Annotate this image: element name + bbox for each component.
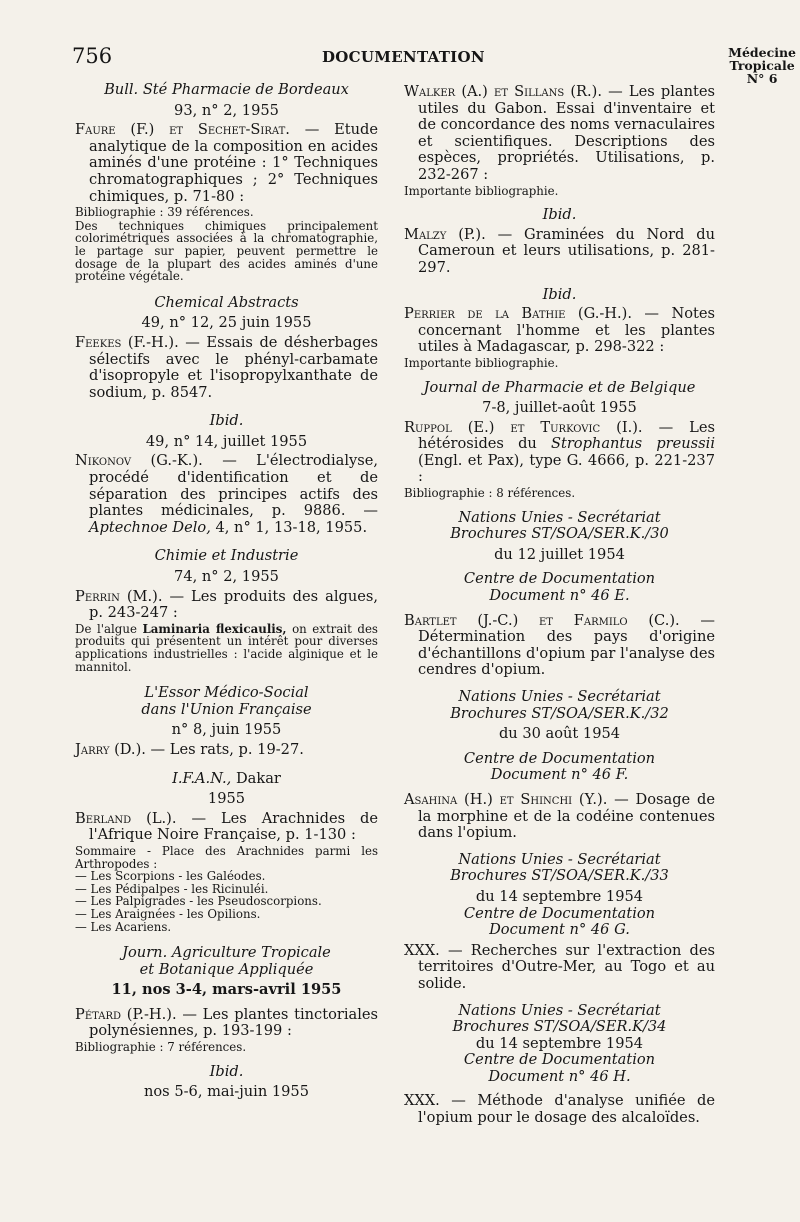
entry-note: Des techniques chimiques principalement colorimétriques associées à la chromatographie, le partage sur papier, peuvent permettre le dosage de la plupart des acides aminés d'une protéine végétale. (75, 218, 378, 284)
source-title: Centre de Documentation (463, 1051, 656, 1069)
bibliography-entry (404, 420, 715, 486)
issue-line: nos 5-6, mai-juin 1955 (144, 1083, 309, 1101)
issue-line: n° 8, juin 1955 (171, 721, 282, 739)
note-text: De l'algue (75, 621, 143, 636)
left-column (75, 76, 378, 1104)
entry-note (75, 623, 378, 673)
entry-text: 4, n° 1, 13-18, 1955. (210, 518, 368, 536)
right-column (404, 76, 715, 1127)
contents-list (75, 870, 378, 933)
list-item: — Les Acariens. (75, 919, 172, 934)
bibliography-entry (404, 792, 715, 842)
issue-line: 7-8, juillet-août 1955 (482, 399, 637, 417)
entry-text: — Les hétérosides du (418, 418, 715, 453)
issue-line: du 14 septembre 1954 (475, 1034, 644, 1052)
source-title: Document n° 46 H. (488, 1067, 631, 1085)
journal-tag (728, 46, 796, 85)
entry-authors: XXX. (404, 1092, 440, 1110)
entry-note: Bibliographie : 8 références. (404, 486, 576, 501)
entry-note: Bibliographie : 7 références. (75, 1040, 247, 1055)
entry-authors: Perrier de la Bathie (G.-H.). (404, 305, 632, 323)
source-title: et Botanique Appliquée (139, 960, 314, 978)
issue-line: 93, n° 2, 1955 (174, 101, 279, 119)
source-title: Nations Unies - Secrétariat (458, 850, 661, 868)
entry-text: (Engl. et Pax), type G. 4666, p. 221-237 : (418, 451, 715, 486)
issue-line: 1955 (207, 790, 246, 808)
source-title: dans l'Union Française (141, 700, 312, 718)
entry-authors: Perrin (M.). (75, 587, 163, 605)
entry-note: Bibliographie : 39 références. (75, 205, 254, 220)
source-place: Dakar (231, 769, 281, 787)
bibliography-entry (404, 84, 715, 184)
entry-text: — Essais de désherbages sélectifs avec le phényl-carbamate d'isopropyle et l'isopropylxanthate de sodium, p. 8547. (89, 333, 378, 401)
entry-text: — L'électrodialyse, procédé d'identification et de séparation des principes actifs des plantes médicinales, p. 9886. — (89, 452, 379, 520)
issue-line: du 14 septembre 1954 (475, 887, 644, 905)
entry-text: — Recherches sur l'extraction des territoires d'Outre-Mer, au Togo et au solide. (418, 941, 715, 992)
bibliography-entry (404, 1093, 715, 1126)
bibliography-entry (75, 122, 378, 205)
note-species: Laminaria flexicaulis, (142, 621, 287, 636)
note-text: on extrait des produits qui présentent un intérêt pour diverses applications industrielles : l'acide alginique et le mannitol. (75, 621, 378, 674)
issue-line: du 12 juillet 1954 (494, 545, 625, 563)
journal-tag-line: N° 6 (746, 71, 778, 86)
entry-authors: Bartlet (J.-C.) et Farmilo (C.). (404, 611, 680, 629)
entry-authors: Jarry (D.). (75, 740, 146, 758)
source-title: Nations Unies - Secrétariat (458, 1001, 661, 1019)
page-title: DOCUMENTATION (322, 48, 485, 66)
source-title: Brochures ST/SOA/SER.K/34 (452, 1018, 667, 1036)
issue-line: 11, nos 3-4, mars-avril 1955 (111, 981, 342, 999)
source-title: Document n° 46 F. (490, 766, 629, 784)
source-title: Chimie et Industrie (154, 547, 299, 565)
source-title: Brochures ST/SOA/SER.K./33 (450, 867, 669, 885)
source-title: Centre de Documentation (463, 570, 656, 588)
entry-text: — Les produits des algues, p. 243-247 : (89, 587, 378, 622)
source-title: Journ. Agriculture Tropicale (122, 944, 331, 962)
issue-line: 49, n° 12, 25 juin 1955 (141, 314, 312, 332)
source-title: Brochures ST/SOA/SER.K./32 (450, 704, 669, 722)
bibliography-entry (404, 613, 715, 679)
entry-note: Importante bibliographie. (404, 183, 559, 198)
entry-text: — Les plantes tinctoriales polynésiennes, p. 193-199 : (89, 1005, 378, 1040)
source-title (75, 771, 378, 788)
source-title: Nations Unies - Secrétariat (458, 688, 661, 705)
bibliography-entry (404, 943, 715, 993)
bibliography-entry (75, 453, 378, 536)
list-item: — Les Pédipalpes - les Ricinuléi. (75, 881, 269, 896)
entry-text: — Méthode d'analyse unifiée de l'opium pour le dosage des alcaloïdes. (418, 1092, 715, 1127)
entry-authors: XXX. (404, 941, 440, 959)
source-title: Chemical Abstracts (154, 293, 299, 311)
source-title: Ibid. (209, 1062, 244, 1080)
entry-note: Sommaire - Place des Arachnides parmi les Arthropodes : (75, 843, 378, 871)
entry-authors: Asahina (H.) et Shinchi (Y.). (404, 790, 608, 808)
entry-text: — Les Arachnides de l'Afrique Noire Française, p. 1-130 : (89, 809, 378, 844)
entry-text: — Dosage de la morphine et de la codéine contenues dans l'opium. (418, 790, 715, 842)
source-title: L'Essor Médico-Social (144, 684, 309, 702)
entry-species: Strophantus preussii (550, 435, 715, 453)
issue-line: 74, n° 2, 1955 (174, 568, 279, 586)
entry-text: — Etude analytique de la composition en acides aminés d'une protéine : 1° Techniques chromatographiques ; 2° Techniques chimiques, p. 71-80 : (89, 121, 378, 205)
source-title: Bull. Sté Pharmacie de Bordeaux (104, 81, 349, 98)
bibliography-entry (75, 335, 378, 401)
entry-authors: Malzy (P.). (404, 225, 486, 243)
entry-text: — Détermination des pays d'origine d'échantillons d'opium par l'analyse des cendres d'opium. (418, 611, 716, 679)
entry-authors: Nikonov (G.-K.). (75, 452, 203, 470)
bibliography-entry (75, 589, 378, 622)
entry-text: — Les rats, p. 19-27. (145, 740, 304, 758)
source-title: Ibid. (542, 285, 577, 303)
entry-text: — Notes concernant l'homme et les plantes utiles à Madagascar, p. 298-322 : (418, 305, 715, 356)
entry-authors: Pétard (P.-H.). (75, 1005, 177, 1023)
entry-authors: Walker (A.) et Sillans (R.). (404, 83, 603, 100)
entry-authors: Feekes (F.-H.). (75, 333, 179, 351)
entry-authors: Berland (L.). (75, 809, 177, 827)
list-item: — Les Araignées - les Opilions. (75, 906, 261, 921)
entry-note: Importante bibliographie. (404, 355, 559, 370)
bibliography-entry (75, 742, 378, 759)
source-title: Ibid. (209, 412, 244, 430)
journal-tag-line: Tropicale (729, 58, 795, 73)
entry-text: — Les plantes utiles du Gabon. Essai d'inventaire et de concordance des noms vernaculaires et scientifiques. Descriptions des espèces, propriétés. Utilisations, p. 232-267 : (418, 83, 715, 183)
source-title: Document n° 46 E. (489, 587, 630, 605)
page-number: 756 (72, 44, 113, 68)
issue-line: du 30 août 1954 (498, 725, 621, 743)
bibliography-entry (404, 306, 715, 356)
source-name: I.F.A.N., (172, 769, 232, 787)
source-title: Journal de Pharmacie et de Belgique (423, 378, 696, 396)
bibliography-entry (404, 227, 715, 277)
entry-authors: Ruppol (E.) et Turkovic (I.). (404, 418, 643, 436)
list-item: — Les Scorpions - les Galéodes. (75, 869, 266, 884)
entry-authors: Faure (F.) et Sechet-Sirat. (75, 121, 290, 139)
issue-line: 49, n° 14, juillet 1955 (145, 432, 308, 450)
journal-tag-line: Médecine (728, 45, 796, 60)
source-title: Centre de Documentation (463, 749, 656, 767)
entry-journal: Aptechnoe Delo, (89, 518, 211, 536)
bibliography-entry (75, 811, 378, 844)
list-item: — Les Palpigrades - les Pseudoscorpions. (75, 894, 322, 909)
source-title: Ibid. (542, 206, 577, 224)
bibliography-entry (75, 1007, 378, 1040)
source-title: Centre de Documentation (463, 904, 656, 922)
source-title: Document n° 46 G. (489, 921, 630, 939)
entry-text: — Graminées du Nord du Cameroun et leurs utilisations, p. 281-297. (418, 225, 715, 276)
source-title: Nations Unies - Secrétariat (458, 508, 661, 526)
source-title: Brochures ST/SOA/SER.K./30 (450, 525, 669, 543)
